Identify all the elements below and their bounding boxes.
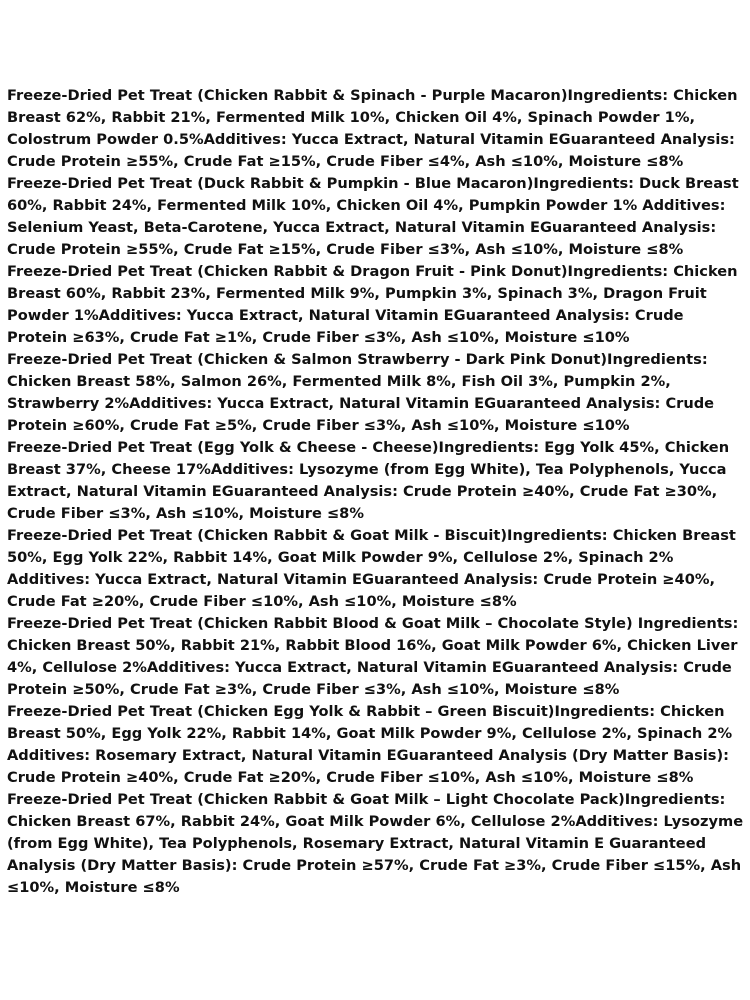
product-entry: Freeze-Dried Pet Treat (Egg Yolk & Cheese - Cheese)Ingredients: Egg Yolk 45%, Chicken Breast 37%, Cheese 17%Additives: Lysozyme (from Egg White), Tea Polyphenols, Yucca Extract, Natural Vitamin EGuaranteed Analysis: Crude Protein ≥40%, Crude Fat ≥30%, Crude Fiber ≤3%, Ash ≤10%, Moisture ≤8% bbox=[7, 439, 730, 522]
product-list bbox=[7, 85, 747, 899]
product-entry: Freeze-Dried Pet Treat (Chicken Rabbit Blood & Goat Milk – Chocolate Style) Ingredients: Chicken Breast 50%, Rabbit 21%, Rabbit Blood 16%, Goat Milk Powder 6%, Chicken Liver 4%, Cellulose 2%Additives: Yucca Extract, Natural Vitamin EGuaranteed Analysis: Crude Protein ≥50%, Crude Fat ≥3%, Crude Fiber ≤3%, Ash ≤10%, Moisture ≤8% bbox=[7, 615, 739, 698]
product-entry: Freeze-Dried Pet Treat (Chicken Egg Yolk & Rabbit – Green Biscuit)Ingredients: Chicken Breast 50%, Egg Yolk 22%, Rabbit 14%, Goat Milk Powder 9%, Cellulose 2%, Spinach 2% Additives: Rosemary Extract, Natural Vitamin EGuaranteed Analysis (Dry Matter Basis): Crude Protein ≥40%, Crude Fat ≥20%, Crude Fiber ≤10%, Ash ≤10%, Moisture ≤8% bbox=[7, 703, 733, 786]
product-entry: Freeze-Dried Pet Treat (Chicken Rabbit & Dragon Fruit - Pink Donut)Ingredients: Chicken Breast 60%, Rabbit 23%, Fermented Milk 9%, Pumpkin 3%, Spinach 3%, Dragon Fruit Powder 1%Additives: Yucca Extract, Natural Vitamin EGuaranteed Analysis: Crude Protein ≥63%, Crude Fat ≥1%, Crude Fiber ≤3%, Ash ≤10%, Moisture ≤10% bbox=[7, 263, 738, 346]
product-entry: Freeze-Dried Pet Treat (Duck Rabbit & Pumpkin - Blue Macaron)Ingredients: Duck Breast 60%, Rabbit 24%, Fermented Milk 10%, Chicken Oil 4%, Pumpkin Powder 1% Additives: Selenium Yeast, Beta-Carotene, Yucca Extract, Natural Vitamin EGuaranteed Analysis: Crude Protein ≥55%, Crude Fat ≥15%, Crude Fiber ≤3%, Ash ≤10%, Moisture ≤8% bbox=[7, 175, 739, 258]
product-entry: Freeze-Dried Pet Treat (Chicken Rabbit & Goat Milk - Biscuit)Ingredients: Chicken Breast 50%, Egg Yolk 22%, Rabbit 14%, Goat Milk Powder 9%, Cellulose 2%, Spinach 2% Additives: Yucca Extract, Natural Vitamin EGuaranteed Analysis: Crude Protein ≥40%, Crude Fat ≥20%, Crude Fiber ≤10%, Ash ≤10%, Moisture ≤8% bbox=[7, 527, 736, 610]
product-entry: Freeze-Dried Pet Treat (Chicken Rabbit & Goat Milk – Light Chocolate Pack)Ingredients: Chicken Breast 67%, Rabbit 24%, Goat Milk Powder 6%, Cellulose 2%Additives: Lysozyme (from Egg White), Tea Polyphenols, Rosemary Extract, Natural Vitamin E Guaranteed Analysis (Dry Matter Basis): Crude Protein ≥57%, Crude Fat ≥3%, Crude Fiber ≤15%, Ash ≤10%, Moisture ≤8% bbox=[7, 791, 744, 896]
product-entry: Freeze-Dried Pet Treat (Chicken Rabbit & Spinach - Purple Macaron)Ingredients: Chicken Breast 62%, Rabbit 21%, Fermented Milk 10%, Chicken Oil 4%, Spinach Powder 1%, Colostrum Powder 0.5%Additives: Yucca Extract, Natural Vitamin EGuaranteed Analysis: Crude Protein ≥55%, Crude Fat ≥15%, Crude Fiber ≤4%, Ash ≤10%, Moisture ≤8% bbox=[7, 87, 738, 170]
product-entry: Freeze-Dried Pet Treat (Chicken & Salmon Strawberry - Dark Pink Donut)Ingredients: Chicken Breast 58%, Salmon 26%, Fermented Milk 8%, Fish Oil 3%, Pumpkin 2%, Strawberry 2%Additives: Yucca Extract, Natural Vitamin EGuaranteed Analysis: Crude Protein ≥60%, Crude Fat ≥5%, Crude Fiber ≤3%, Ash ≤10%, Moisture ≤10% bbox=[7, 351, 715, 434]
